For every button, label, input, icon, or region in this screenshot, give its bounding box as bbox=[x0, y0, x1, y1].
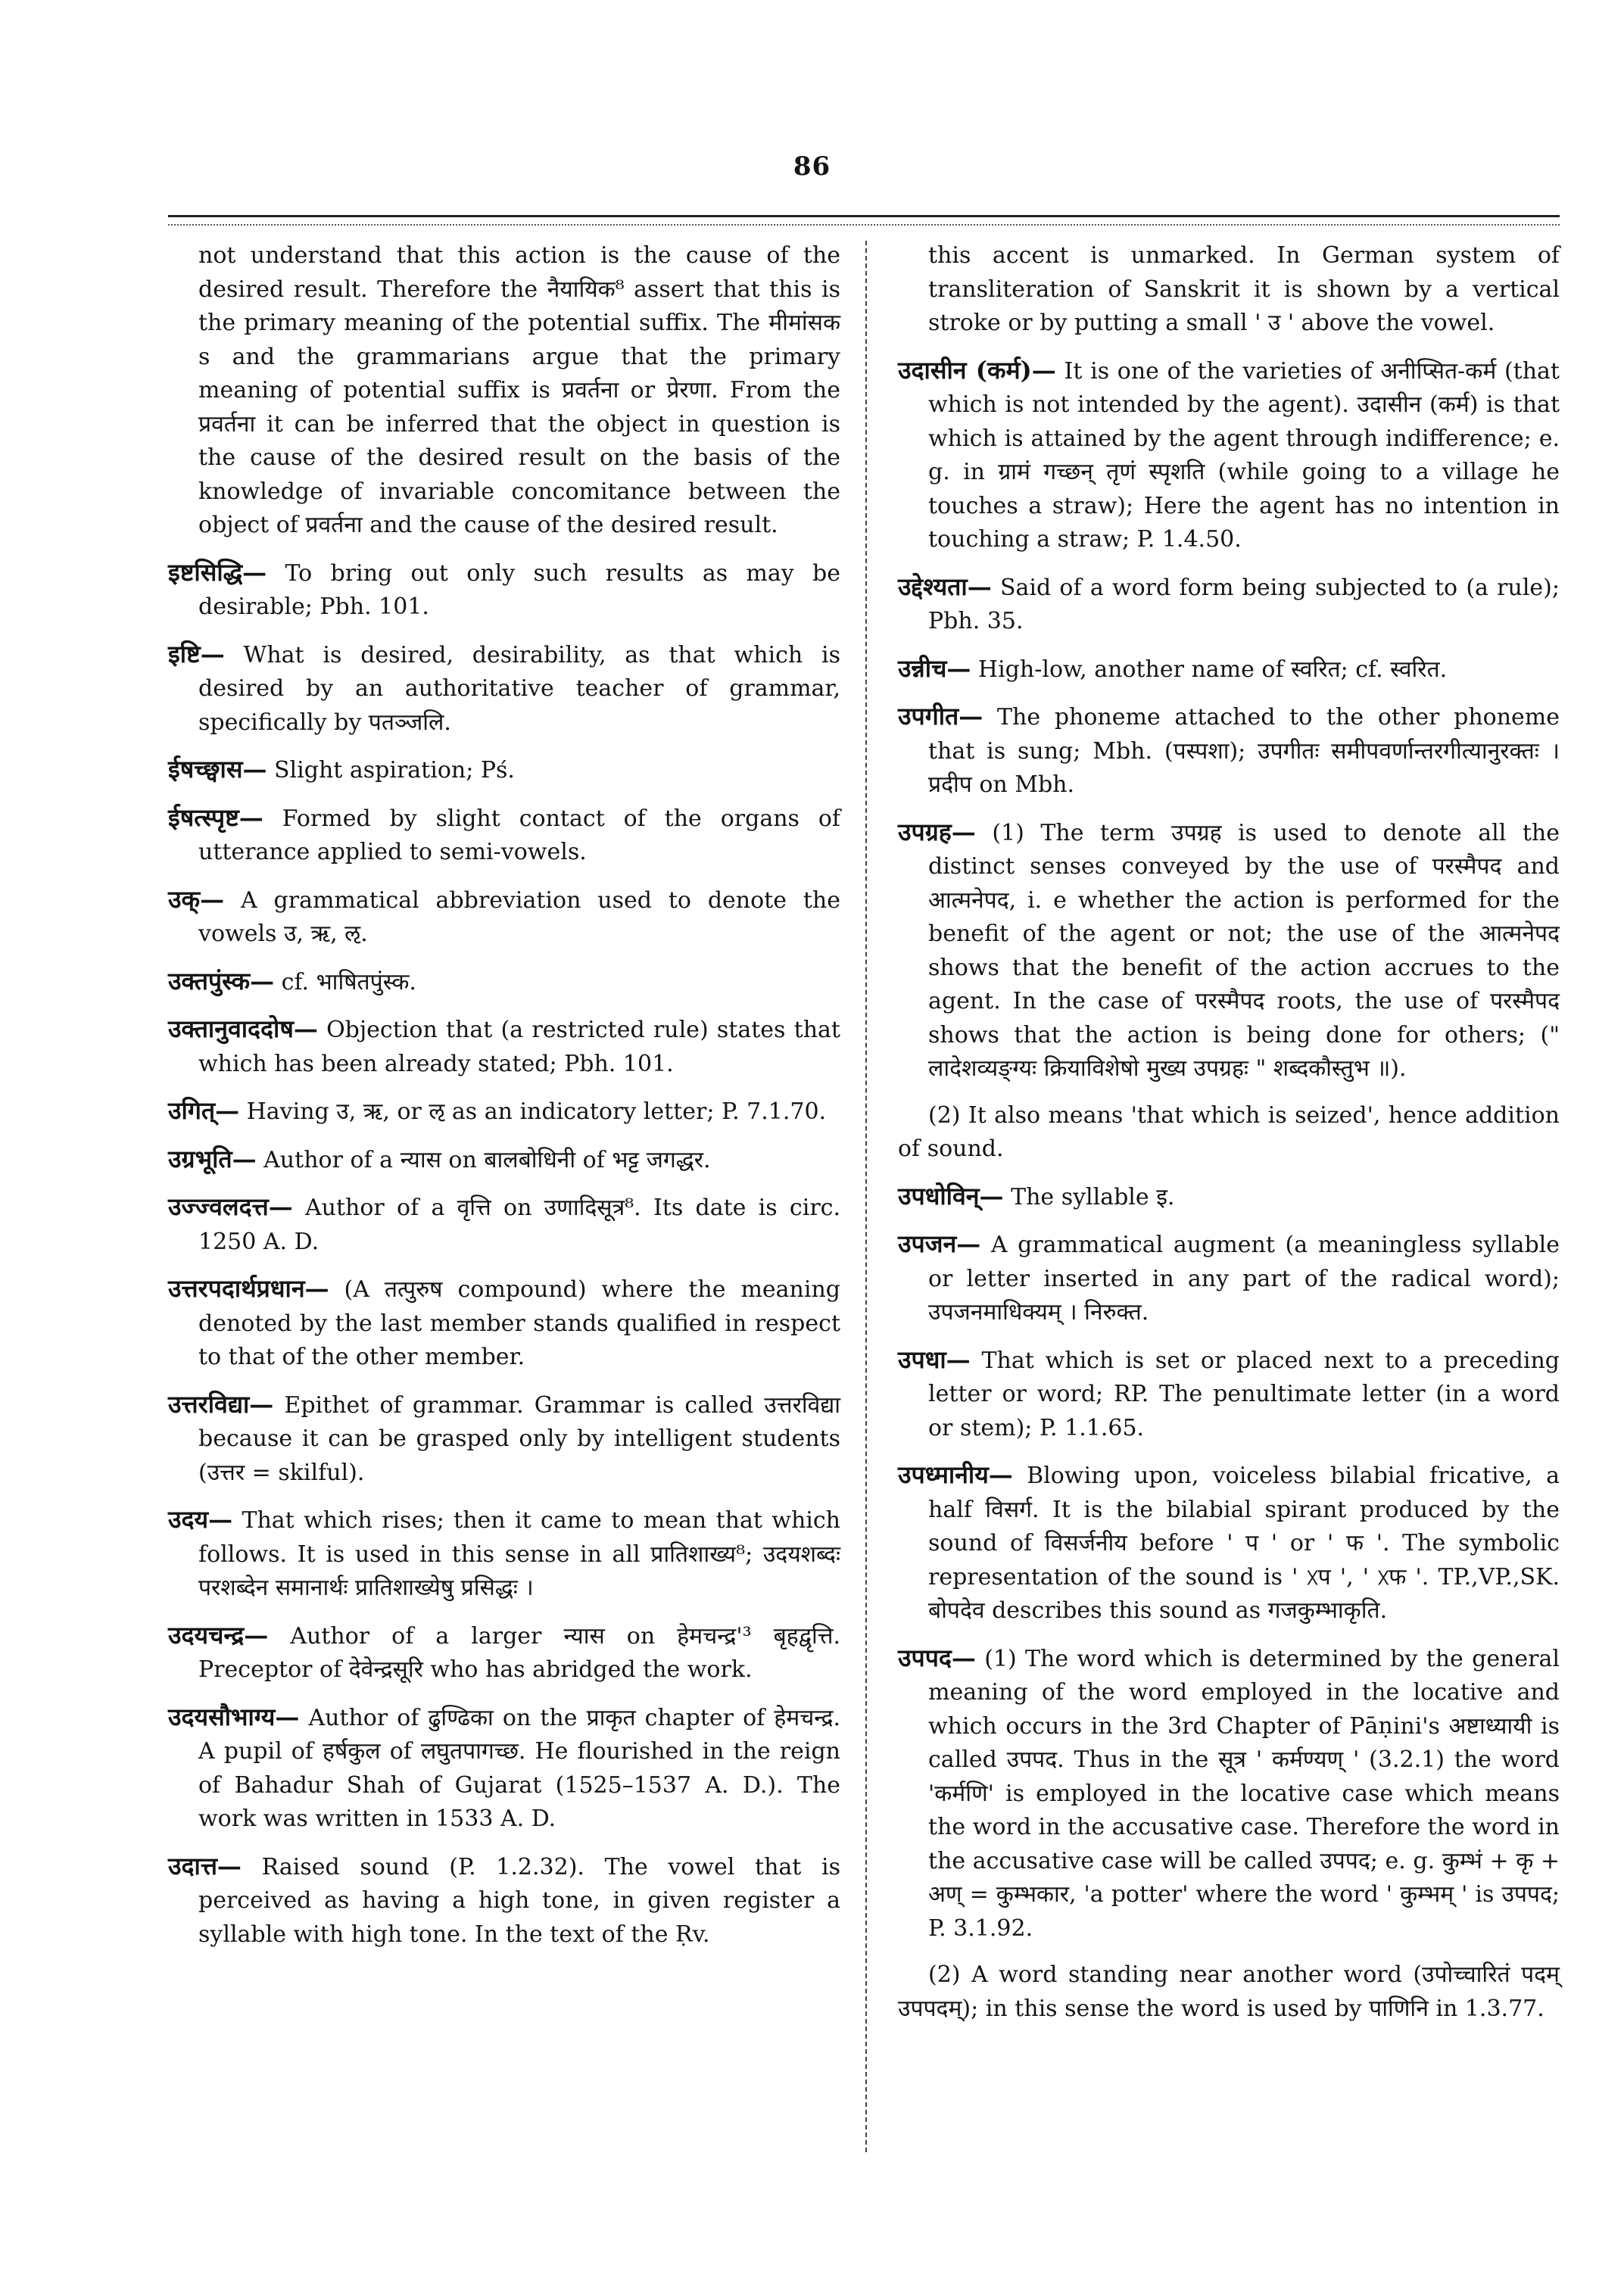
dictionary-entry bbox=[168, 801, 840, 870]
entry-text: this accent is unmarked. In German system of transliteration of Sanskrit it is shown by a vertical stroke or by putting a small ' उ ' above the vowel. bbox=[928, 242, 1560, 336]
entry-headword: ईषच्छ्वास— bbox=[168, 755, 267, 784]
entry-headword: उत्तरपदार्थप्रधान— bbox=[168, 1274, 329, 1303]
entry-headword: उत्तरविद्या— bbox=[168, 1389, 274, 1419]
entry-text: A grammatical abbreviation used to denote the vowels उ, ऋ, ऌ. bbox=[198, 886, 840, 947]
page-number: 86 bbox=[793, 151, 831, 182]
dictionary-entry bbox=[168, 1012, 840, 1081]
entry-text: (1) The term उपग्रह is used to denote all the distinct senses conveyed by the use of परस्मैपद and आत्मनेपद, i. e whether the action is performed for the benefit of the agent or not; the use of the आत्मनेपद shows that the benefit of the action accrues to the agent. In the case of परस्मैपद roots, the use of परस्मैपद shows that the action is being done for others; (" लादेशव्यङ्ग्यः क्रियाविशेषो मुख्य उपग्रहः " शब्दकौस्तुभ ॥). bbox=[928, 819, 1560, 1082]
dictionary-entry bbox=[168, 752, 840, 788]
dictionary-entry bbox=[168, 1142, 840, 1178]
continuation-paragraph bbox=[898, 1099, 1560, 1167]
entry-headword: उदयचन्द्र— bbox=[168, 1620, 269, 1650]
dictionary-entry bbox=[168, 556, 840, 625]
entry-headword: उदात्त— bbox=[168, 1851, 242, 1880]
entry-headword: इष्टि— bbox=[168, 639, 225, 668]
entry-text: The syllable इ. bbox=[1003, 1183, 1175, 1210]
dictionary-entry bbox=[168, 883, 840, 952]
dictionary-entry bbox=[168, 1272, 840, 1375]
entry-text: cf. भाषितपुंस्क. bbox=[274, 968, 416, 995]
entry-text: (A तत्पुरुष compound) where the meaning denoted by the last member stands qualified in respect to that of the other member. bbox=[198, 1276, 840, 1370]
entry-text: Formed by slight contact of the organs of utterance applied to semi-vowels. bbox=[198, 805, 840, 865]
dictionary-entry bbox=[898, 1641, 1560, 1946]
entry-text: A grammatical augment (a meaningless syllable or letter inserted in any part of the radical word); उपजनमाधिक्यम् । निरुक्त. bbox=[928, 1232, 1560, 1326]
dictionary-entry bbox=[898, 815, 1560, 1086]
entry-headword: उदासीन (कर्म)— bbox=[898, 355, 1056, 385]
continuation-paragraph bbox=[898, 1958, 1560, 2026]
entry-text: High-low, another name of स्वरित; cf. स्वरित. bbox=[971, 656, 1448, 683]
entry-headword: उपगीत— bbox=[898, 702, 983, 731]
entry-headword: इष्टसिद्धि— bbox=[168, 557, 267, 587]
dictionary-entry bbox=[898, 699, 1560, 802]
column-divider bbox=[865, 241, 867, 2152]
dictionary-entry bbox=[898, 652, 1560, 687]
entry-headword: उदय— bbox=[168, 1505, 233, 1534]
dictionary-entry bbox=[168, 637, 840, 740]
dictionary-entry bbox=[898, 354, 1560, 557]
entry-text: Author of a न्यास on बालबोधिनी of भट्ट जगद्धर. bbox=[256, 1146, 711, 1173]
dictionary-entry bbox=[898, 1179, 1560, 1215]
dictionary-entry bbox=[168, 1849, 840, 1952]
entry-text: (1) The word which is determined by the general meaning of the word employed in the locative and which occurs in the 3rd Chapter of Pāṇini's अष्टाध्यायी is called उपपद. Thus in the सूत्र ' कर्मण्यण् ' (3.2.1) the word 'कर्मणि' is employed in the locative case which means the word in the accusative case. Therefore the word in the accusative case will be called उपपद; e. g. कुम्भं + कृ + अण् = कुम्भकार, 'a potter' where the word ' कुम्भम् ' is उपपद; P. 3.1.92. bbox=[928, 1645, 1560, 1942]
entry-text: Slight aspiration; Pś. bbox=[267, 757, 515, 784]
entry-headword: उग्रभूति— bbox=[168, 1144, 257, 1173]
dictionary-entry bbox=[168, 964, 840, 1000]
entry-headword: उपजन— bbox=[898, 1229, 981, 1258]
entry-headword: उपपद— bbox=[898, 1643, 976, 1672]
entry-headword: उदयसौभाग्य— bbox=[168, 1702, 300, 1731]
entry-text: (2) A word standing near another word (उपोच्चारितं पदम् उपपदम्); in this sense the word is used by पाणिनि in 1.3.77. bbox=[898, 1961, 1560, 2022]
left-column bbox=[168, 239, 840, 1964]
dictionary-entry bbox=[168, 1388, 840, 1491]
right-column bbox=[898, 239, 1560, 2039]
entry-headword: उगित्— bbox=[168, 1096, 240, 1125]
entry-headword: उपधा— bbox=[898, 1344, 971, 1374]
header-rule bbox=[168, 215, 1560, 217]
entry-text: That which rises; then it came to mean that which follows. It is used in this sense in all प्रातिशाख्य⁸; उदयशब्दः परशब्देन समानार्थः प्रातिशाख्येषु प्रसिद्धः । bbox=[198, 1507, 840, 1601]
entry-text: Having उ, ऋ, or ऌ as an indicatory letter; P. 7.1.70. bbox=[239, 1098, 827, 1125]
entry-text: The phoneme attached to the other phoneme that is sung; Mbh. (पस्पशा); उपगीतः समीपवर्णान्तरगीत्यानुरक्तः । प्रदीप on Mbh. bbox=[928, 704, 1560, 798]
entry-text: It is one of the varieties of अनीप्सित-कर्म (that which is not intended by the agent). उदासीन (कर्म) is that which is attained by the agent through indifference; e. g. in ग्रामं गच्छन् तृणं स्पृशति (while going to a village he touches a straw); Here the agent has no intention in touching a straw; P. 1.4.50. bbox=[928, 357, 1560, 553]
entry-text: That which is set or placed next to a preceding letter or word; RP. The penultimate letter (in a word or stem); P. 1.1.65. bbox=[928, 1347, 1560, 1441]
entry-text: not understand that this action is the cause of the desired result. Therefore the नैयायिक⁸ assert that this is the primary meaning of the potential suffix. The मीमांसक s and the grammarians argue that the primary meaning of potential suffix is प्रवर्तना or प्रेरणा. From the प्रवर्तना it can be inferred that the object in question is the cause of the desired result on the basis of the knowledge of invariable concomitance between the object of प्रवर्तना and the cause of the desired result. bbox=[198, 242, 840, 538]
entry-headword: उक्— bbox=[168, 884, 225, 914]
entry-headword: उक्तानुवाददोष— bbox=[168, 1014, 318, 1043]
dictionary-entry bbox=[168, 1700, 840, 1837]
entry-headword: उन्नीच— bbox=[898, 653, 971, 683]
entry-headword: उज्ज्वलदत्त— bbox=[168, 1192, 293, 1221]
dictionary-entry bbox=[168, 1503, 840, 1606]
entry-text: Raised sound (P. 1.2.32). The vowel that is perceived as having a high tone, in given register a syllable with high tone. In the text of the Ṛv. bbox=[198, 1853, 840, 1948]
entry-headword: उपध्मानीय— bbox=[898, 1460, 1013, 1489]
entry-text: To bring out only such results as may be desirable; Pbh. 101. bbox=[198, 559, 840, 620]
dictionary-entry bbox=[168, 1094, 840, 1129]
entry-text: Author of a वृत्ति on उणादिसूत्र⁸. Its date is circ. 1250 A. D. bbox=[198, 1195, 840, 1255]
continuation-paragraph bbox=[898, 239, 1560, 341]
entry-headword: उपधोविन्— bbox=[898, 1181, 1004, 1210]
entry-text: Blowing upon, voiceless bilabial fricative, a half विसर्ग. It is the bilabial spirant produced by the sound of विसर्जनीय before ' प ' or ' फ '. The symbolic representation of the sound is ' ᳵप ', ' ᳵफ '. TP.,VP.,SK. बोपदेव describes this sound as गजकुम्भाकृति. bbox=[928, 1463, 1560, 1624]
entry-headword: ईषत्स्पृष्ट— bbox=[168, 802, 263, 832]
entry-text: What is desired, desirability, as that which is desired by an authoritative teacher of grammar, specifically by पतञ्जलि. bbox=[198, 641, 840, 736]
dictionary-entry bbox=[898, 1458, 1560, 1628]
header-dotted-rule bbox=[168, 224, 1560, 226]
dictionary-entry bbox=[898, 1343, 1560, 1446]
dictionary-entry bbox=[168, 1618, 840, 1687]
entry-text: Said of a word form being subjected to (a rule); Pbh. 35. bbox=[928, 574, 1560, 634]
entry-text: Author of ढुण्ढिका on the प्राकृत chapter of हेमचन्द्र. A pupil of हर्षकुल of लघुतपागच्छ. He flourished in the reign of Bahadur Shah of Gujarat (1525–1537 A. D.). The work was written in 1533 A. D. bbox=[198, 1704, 840, 1832]
entry-text: Objection that (a restricted rule) states that which has been already stated; Pbh. 101. bbox=[198, 1017, 840, 1077]
dictionary-entry bbox=[168, 1190, 840, 1259]
entry-text: (2) It also means 'that which is seized', hence addition of sound. bbox=[898, 1101, 1560, 1162]
entry-text: Epithet of grammar. Grammar is called उत्तरविद्या because it can be grasped only by intelligent students (उत्तर = skilful). bbox=[198, 1391, 840, 1486]
entry-text: Author of a larger न्यास on हेमचन्द्र'³ बृहद्वृत्ति. Preceptor of देवेन्द्रसूरि who has abridged the work. bbox=[198, 1622, 840, 1683]
entry-headword: उक्तपुंस्क— bbox=[168, 966, 275, 995]
dictionary-entry bbox=[898, 1227, 1560, 1330]
dictionary-entry bbox=[898, 570, 1560, 639]
entry-headword: उद्देश्यता— bbox=[898, 572, 992, 601]
continuation-paragraph bbox=[168, 239, 840, 543]
entry-headword: उपग्रह— bbox=[898, 817, 976, 846]
